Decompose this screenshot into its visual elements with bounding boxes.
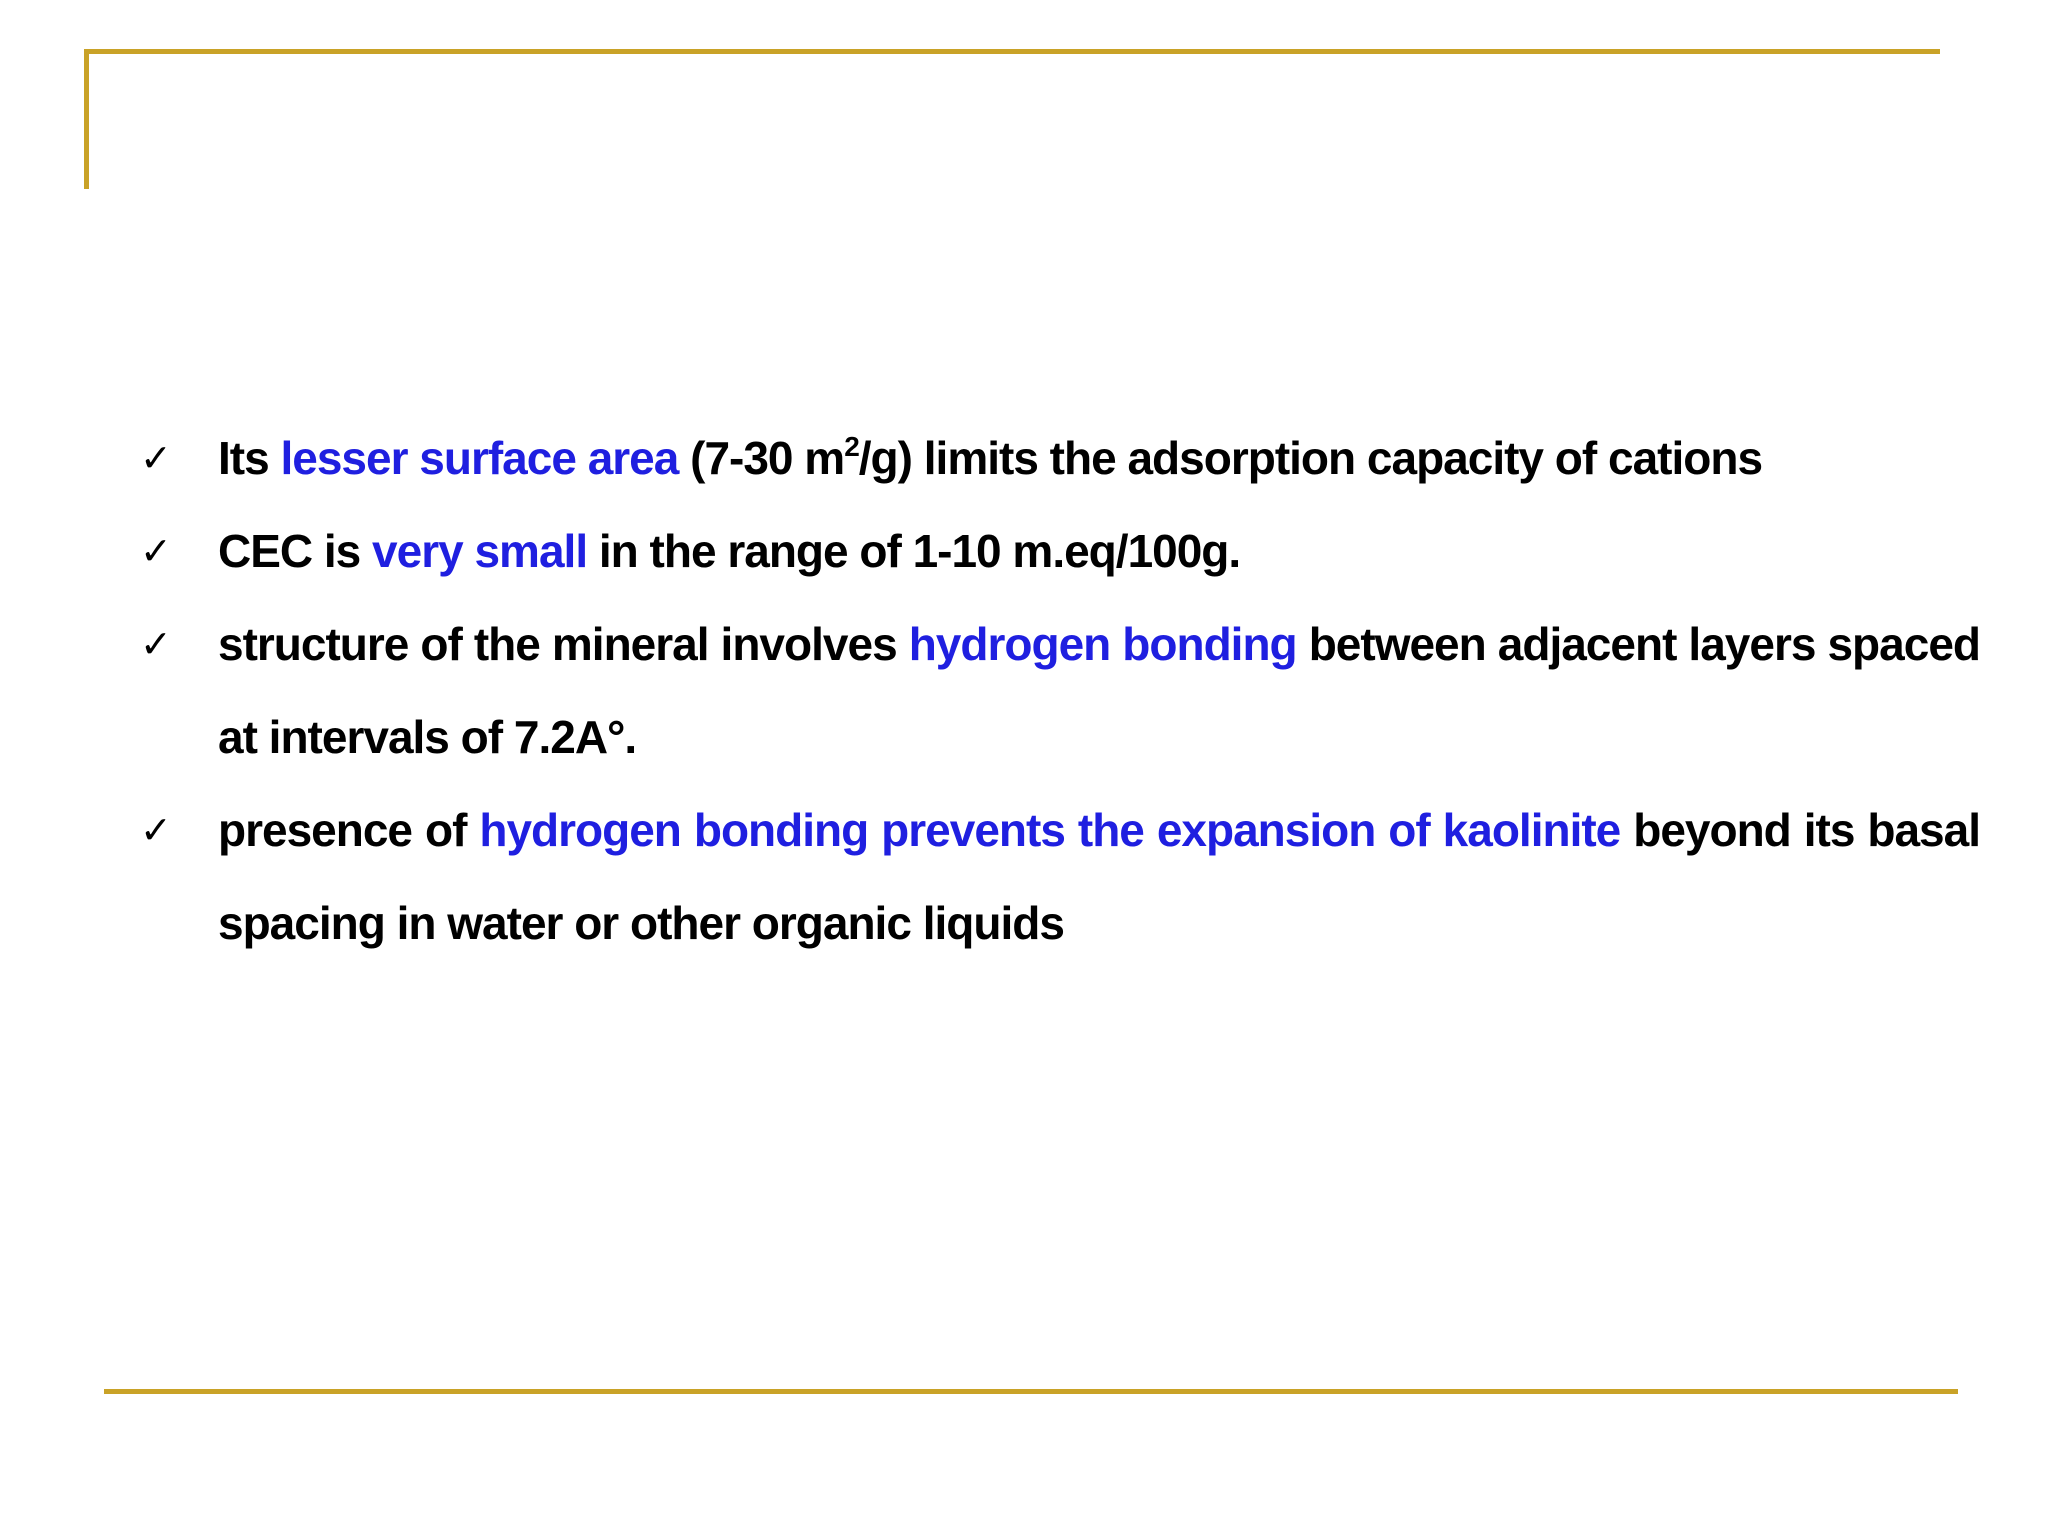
bullet-text-after: beyond its basal spacing in water or other organic liquids <box>218 804 1980 949</box>
frame-bottom-line <box>104 1389 1958 1394</box>
superscript-exponent: 2 <box>844 430 859 462</box>
bullet-text-before: Its <box>218 432 281 484</box>
bullet-text <box>218 505 1980 598</box>
frame-top-line <box>84 49 1940 54</box>
bullet-text <box>218 784 1980 970</box>
bullet-text-before: structure of the mineral involves <box>218 618 909 670</box>
bullet-item-structure <box>140 598 1980 784</box>
checkmark-icon: ✓ <box>140 808 172 852</box>
frame-left-line <box>84 49 89 189</box>
bullet-highlight: hydrogen bonding <box>908 618 1297 670</box>
bullet-text-after: (7-30 m <box>678 432 845 484</box>
checkmark-icon: ✓ <box>140 622 172 666</box>
bullet-item-cec <box>140 505 1980 598</box>
bullet-text-before: presence of <box>218 804 480 856</box>
checkmark-icon: ✓ <box>140 529 172 573</box>
bullet-text <box>218 412 1980 505</box>
bullet-item-surface-area <box>140 412 1980 505</box>
bullet-highlight: hydrogen bonding prevents the expansion of kaolinite <box>479 804 1621 856</box>
bullet-item-expansion <box>140 784 1980 970</box>
bullet-text-after: in the range of 1-10 m.eq/100g. <box>587 525 1241 577</box>
checkmark-icon: ✓ <box>140 436 172 480</box>
bullet-highlight: lesser surface area <box>280 432 679 484</box>
bullet-text-before: CEC is <box>218 525 373 577</box>
bullet-text <box>218 598 1980 784</box>
bullet-highlight: very small <box>372 525 588 577</box>
bullet-text-after-rest: /g) limits the adsorption capacity of cations <box>858 432 1763 484</box>
bullet-list <box>140 412 1980 970</box>
bullet-text-after: between adjacent layers spaced at intervals of 7.2A°. <box>218 618 1980 763</box>
